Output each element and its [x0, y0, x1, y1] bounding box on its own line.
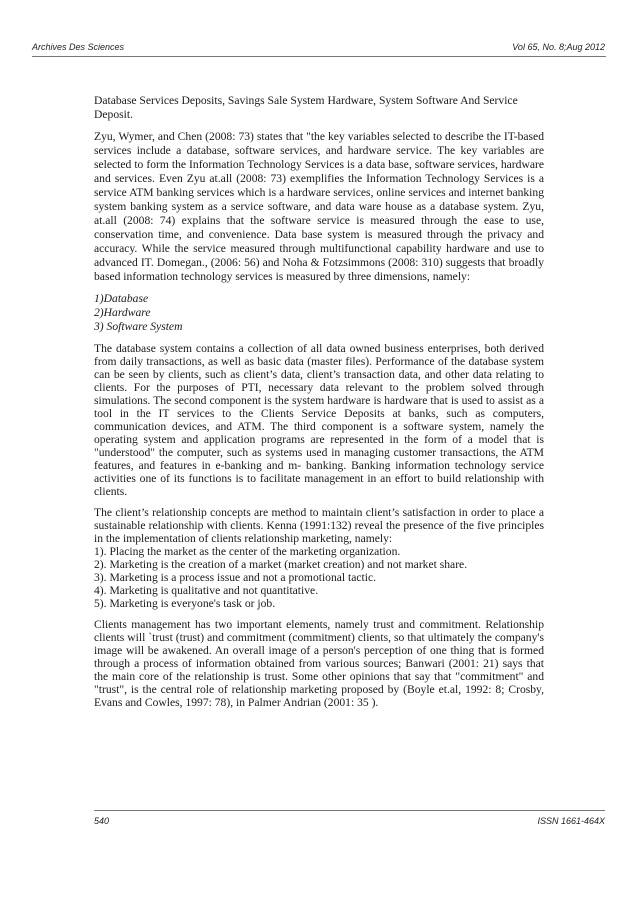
volume-info: Vol 65, No. 8;Aug 2012	[512, 42, 605, 52]
list-item: 1)Database	[94, 292, 149, 305]
list-item: 3). Marketing is a process issue and not a promotional tactic.	[94, 571, 377, 584]
list-item: 4). Marketing is qualitative and not quantitative.	[94, 584, 319, 597]
paragraph-5: Clients management has two important elements, namely trust and commitment. Relationship clients will `trust (trust) and commitment (commitment) clients, so that ultimately the company's image will be awakened. An overall image of a person's perception of one thing that is formed through a process of information obtained from various sources; Banwari (2001: 21) says that the main core of the relationship is trust. Some other opinions that say that "commitment" and "trust", is the central role of relationship marketing proposed by (Boyle et.al, 1992: 8; Crosby, Evans and Cowles, 1997: 78), in Palmer Andrian (2001: 35 ).	[94, 618, 544, 709]
page-number: 540	[94, 816, 110, 826]
principles-list	[94, 545, 544, 610]
list-item: 2). Marketing is the creation of a market (market creation) and not market share.	[94, 558, 468, 571]
paragraph-4: The client’s relationship concepts are method to maintain client’s satisfaction in order to place a sustainable relationship with clients. Kenna (1991:132) reveal the presence of the five principles in the implementation of clients relationship marketing, namely:	[94, 506, 544, 545]
list-item: 3) Software System	[94, 320, 183, 333]
article-body	[94, 94, 544, 717]
paragraph-1: Database Services Deposits, Savings Sale System Hardware, System Software And Service Deposit.	[94, 94, 518, 121]
list-item: 1). Placing the market as the center of the marketing organization.	[94, 545, 401, 558]
paragraph-2: Zyu, Wymer, and Chen (2008: 73) states that "the key variables selected to describe the IT-based services include a database, software services, and hardware service. The key variables are selected to form the Information Technology Services is a data base, software services, hardware and services. Even Zyu at.all (2008: 73) exemplifies the Information Technology Services is a service ATM banking services which is a hardware services, online services and internet banking system banking system as a service software, and data ware house as a database system. Zyu, at.all (2008: 74) explains that the software service is measured through the ease to use, conservation time, and convenience. Data base system is measured through the privacy and accuracy. While the service measured through multifunctional capability hardware and use to advanced IT. Domegan., (2006: 56) and Noha & Fotzsimmons (2008: 310) suggests that broadly based information technology services is measured by three dimensions, namely:	[94, 130, 544, 283]
paragraph-3: The database system contains a collection of all data owned business enterprises, both derived from daily transactions, as well as basic data (master files). Performance of the database system can be seen by clients, such as client’s data, client’s transaction data, and other data relating to clients. For the purposes of PTI, necessary data relevant to the problem solved through simulations. The second component is the system hardware is hardware that is used to assist as a tool in the IT services to the Clients Service Deposits at banks, such as computers, communication devices, and ATM. The third component is a software system, namely the operating system and application programs are represented in the form of a model that is "understood" the computer, such as systems used in managing customer transactions, the ATM features, and features in e-banking and m- banking. Banking information technology service activities one of its functions is to facilitate management in an effort to build relationship with clients.	[94, 342, 544, 498]
header-divider	[32, 56, 606, 57]
journal-name: Archives Des Sciences	[32, 42, 125, 52]
footer-divider	[94, 810, 605, 811]
list-item: 5). Marketing is everyone's task or job.	[94, 597, 276, 610]
dimensions-list	[94, 292, 544, 334]
list-item: 2)Hardware	[94, 306, 151, 319]
issn: ISSN 1661-464X	[537, 816, 605, 826]
